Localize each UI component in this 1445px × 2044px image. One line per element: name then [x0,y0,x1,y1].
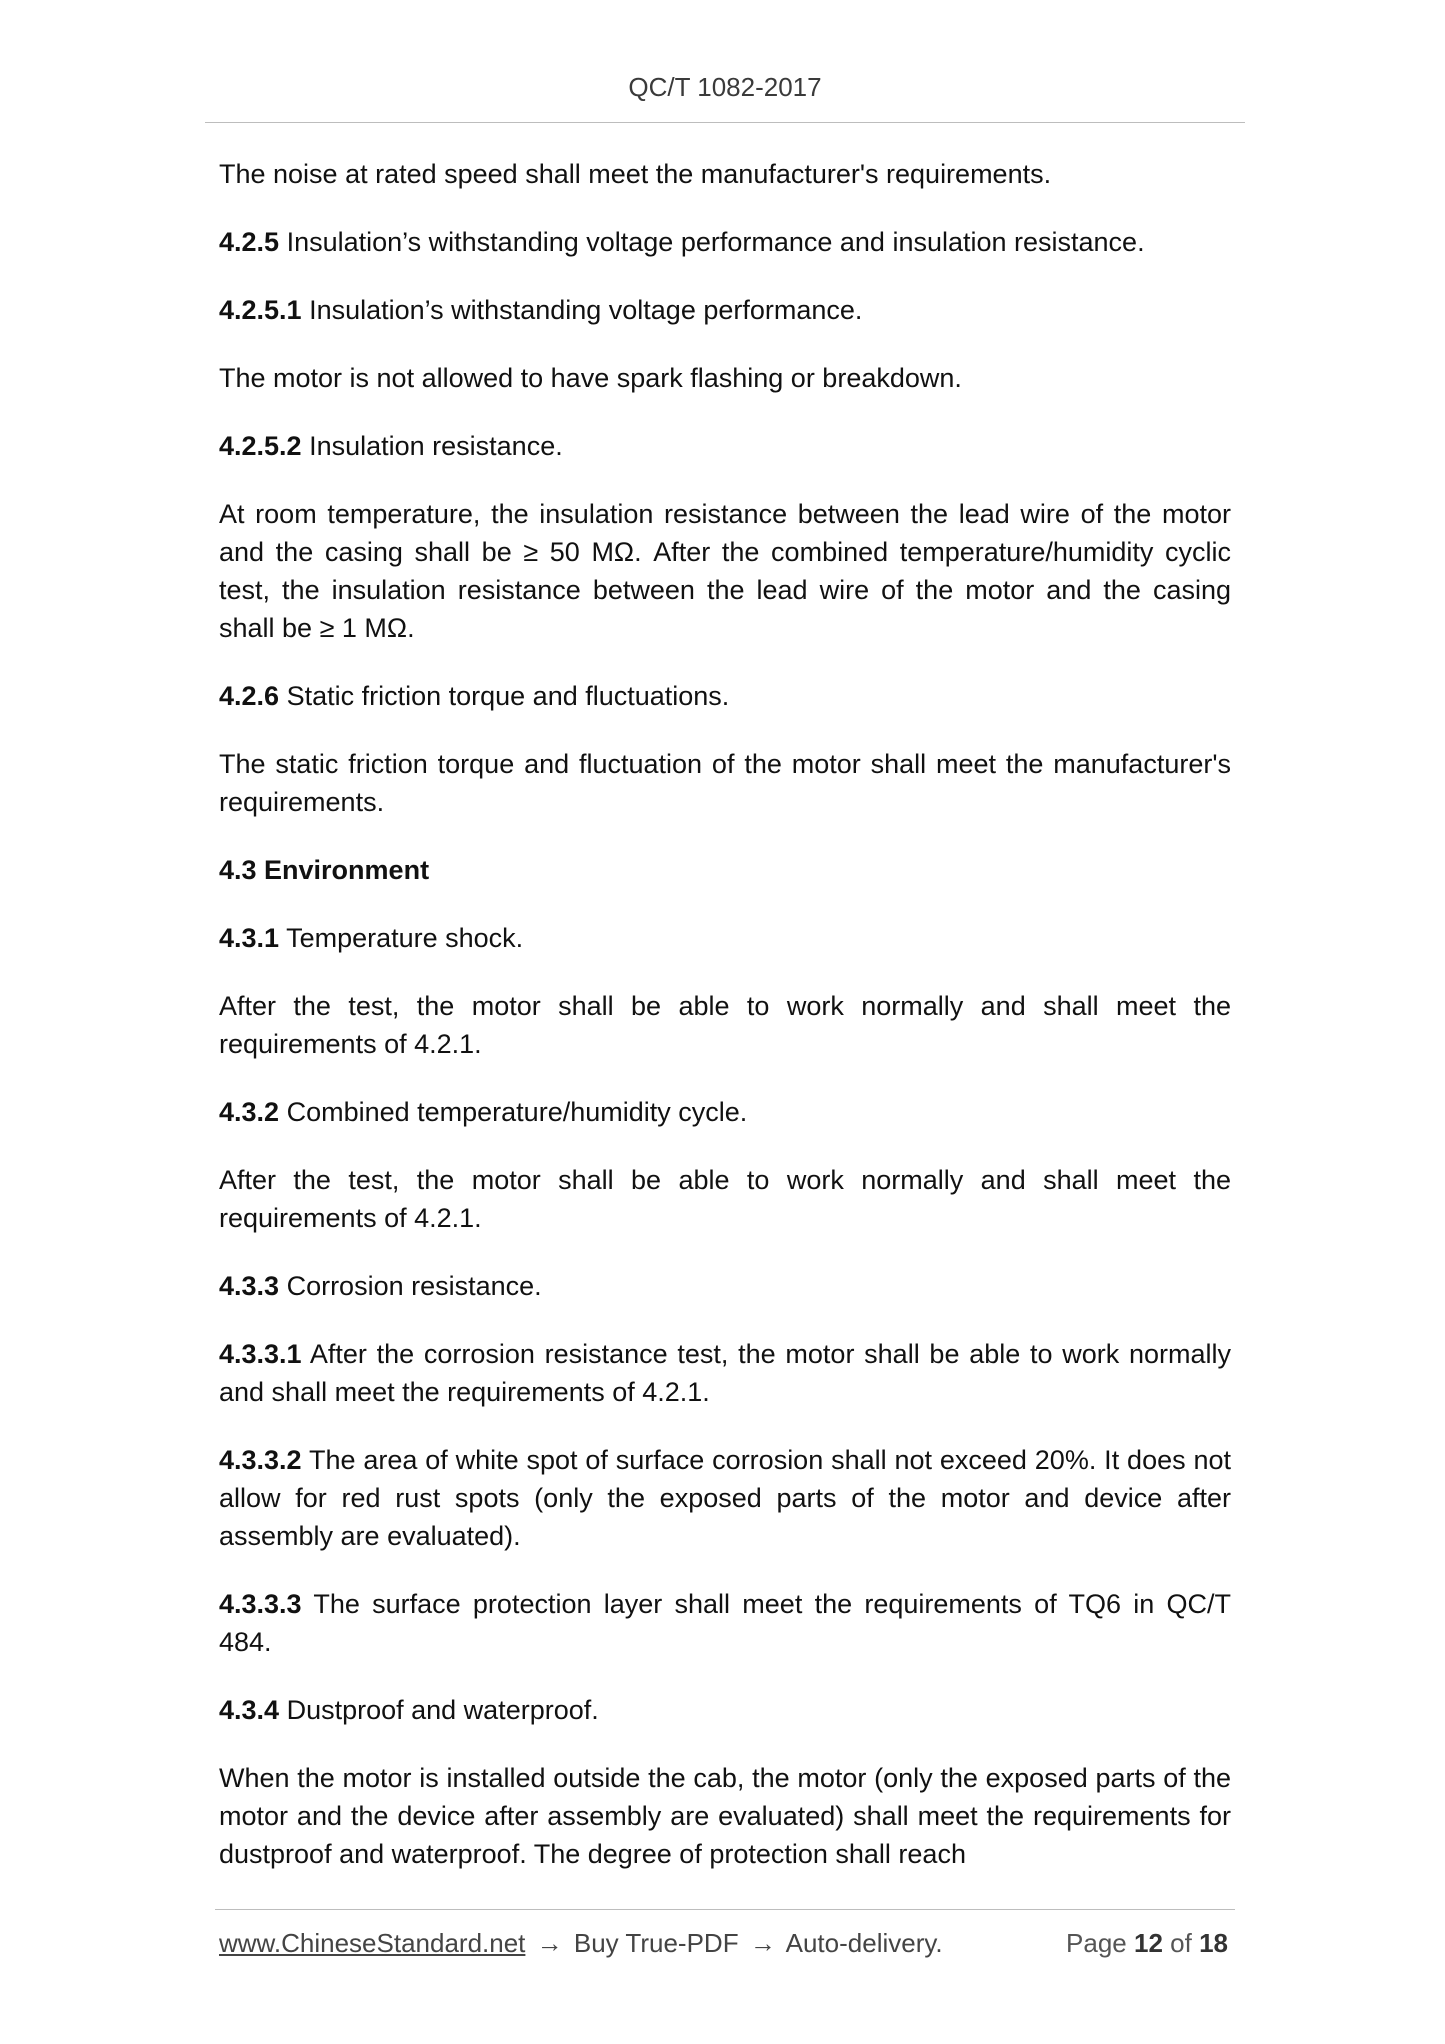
header-divider [205,122,1245,123]
arrow-right-icon: → [749,1928,776,1958]
clause-number: 4.2.5 [219,227,280,257]
clause-4-3-3: 4.3.3 Corrosion resistance. [219,1271,542,1301]
section-heading-environment: 4.3 Environment [219,855,430,885]
arrow-right-icon: → [536,1928,563,1958]
clause-4-3-1: 4.3.1 Temperature shock. [219,923,524,953]
document-body [219,155,1231,1903]
clause-4-2-6: 4.2.6 Static friction torque and fluctuations. [219,681,730,711]
clause-number: 4.2.6 [219,681,280,711]
clause-number: 4.3.4 [219,1695,280,1725]
clause-number: 4.2.5.1 [219,295,302,325]
document-code: QC/T 1082-2017 [628,72,822,102]
clause-4-2-5: 4.2.5 Insulation’s withstanding voltage performance and insulation resistance. [219,227,1145,257]
of-label: of [1170,1928,1192,1958]
body-paragraph: The static friction torque and fluctuation of the motor shall meet the manufacturer's requirements. [219,749,1231,817]
website-link[interactable]: www.ChineseStandard.net [219,1928,526,1958]
clause-4-3-3-2: 4.3.3.2 The area of white spot of surface corrosion shall not exceed 20%. It does not allow for red rust spots (only the exposed parts of the motor and device after assembly are evaluated). [219,1445,1231,1551]
document-header [205,72,1245,103]
body-paragraph: After the test, the motor shall be able to work normally and shall meet the requirements of 4.2.1. [219,991,1231,1059]
clause-4-3-4: 4.3.4 Dustproof and waterproof. [219,1695,599,1725]
body-paragraph: The noise at rated speed shall meet the manufacturer's requirements. [219,159,1052,189]
clause-4-2-5-2: 4.2.5.2 Insulation resistance. [219,431,563,461]
body-paragraph: After the test, the motor shall be able to work normally and shall meet the requirements of 4.2.1. [219,1165,1231,1233]
buy-true-pdf-text: Buy True-PDF [573,1928,739,1958]
clause-number: 4.3.2 [219,1097,280,1127]
clause-4-3-2: 4.3.2 Combined temperature/humidity cycle. [219,1097,748,1127]
clause-4-2-5-1: 4.2.5.1 Insulation’s withstanding voltage performance. [219,295,863,325]
clause-number: 4.3.3 [219,1271,280,1301]
footer-divider [215,1909,1235,1910]
clause-number: 4.2.5.2 [219,431,302,461]
clause-number: 4.3.3.1 [219,1339,302,1369]
clause-number: 4.3.3.3 [219,1589,302,1619]
footer-promo [219,1928,943,1959]
body-paragraph: At room temperature, the insulation resistance between the lead wire of the motor and the casing shall be ≥ 50 MΩ. After the combined temperature/humidity cyclic test, the insulation resistance between the lead wire of the motor and the casing shall be ≥ 1 MΩ. [219,499,1231,643]
current-page-number: 12 [1134,1928,1163,1958]
body-paragraph: When the motor is installed outside the cab, the motor (only the exposed parts of the motor and the device after assembly are evaluated) shall meet the requirements for dustproof and waterproof. The degree of protection shall reach [219,1763,1231,1869]
clause-4-3-3-1: 4.3.3.1 After the corrosion resistance test, the motor shall be able to work normally and shall meet the requirements of 4.2.1. [219,1339,1231,1407]
auto-delivery-text: Auto-delivery. [785,1928,943,1958]
clause-number: 4.3.1 [219,923,280,953]
page-indicator [1066,1928,1228,1959]
total-page-number: 18 [1199,1928,1228,1958]
clause-number: 4.3.3.2 [219,1445,302,1475]
body-paragraph: The motor is not allowed to have spark flashing or breakdown. [219,363,962,393]
page-label: Page [1066,1928,1127,1958]
clause-4-3-3-3: 4.3.3.3 The surface protection layer shall meet the requirements of TQ6 in QC/T 484. [219,1589,1231,1657]
